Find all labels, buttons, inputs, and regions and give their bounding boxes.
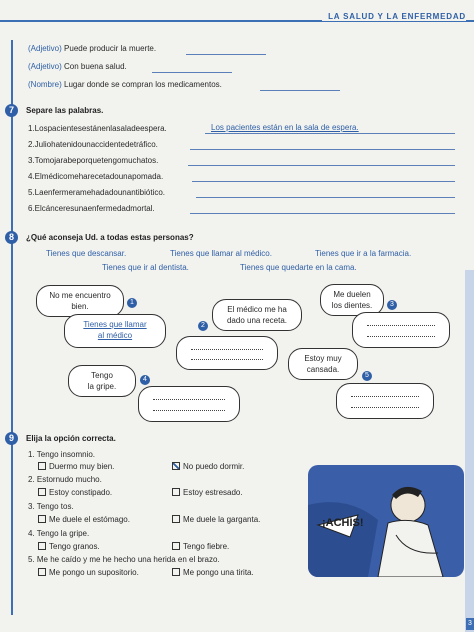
answer-blank[interactable]: [152, 72, 232, 73]
advice-option: Tienes que ir al dentista.: [102, 263, 189, 272]
section-7-title: Separe las palabras.: [26, 106, 104, 115]
question: 3. Tengo tos.: [28, 502, 74, 511]
answer-blank[interactable]: [260, 90, 340, 91]
section-9-number: 9: [5, 432, 18, 445]
checkbox[interactable]: [172, 542, 180, 550]
answer-line[interactable]: [190, 149, 455, 150]
option-b[interactable]: Me duele la garganta.: [172, 515, 260, 524]
advice-option: Tienes que llamar al médico.: [170, 249, 272, 258]
intro-item: (Adjetivo) Con buena salud.: [28, 62, 127, 71]
answer-line[interactable]: [205, 133, 455, 134]
section-8-number: 8: [5, 231, 18, 244]
intro-item: (Adjetivo) Puede producir la muerte.: [28, 44, 157, 53]
answer-blank[interactable]: [186, 54, 266, 55]
question: 5. Me he caído y me he hecho una herida en el brazo.: [28, 555, 220, 564]
question: 1. Tengo insomnio.: [28, 450, 96, 459]
option-b[interactable]: Tengo fiebre.: [172, 542, 229, 551]
checkbox[interactable]: [38, 488, 46, 496]
section-8-title: ¿Qué aconseja Ud. a todas estas personas?: [26, 233, 194, 242]
checkbox[interactable]: [172, 488, 180, 496]
intro-item: (Nombre) Lugar donde se compran los medicamentos.: [28, 80, 222, 89]
answer-bubble-1[interactable]: Tienes que llamar al médico: [64, 314, 166, 348]
bubble-number: 5: [362, 371, 372, 381]
page-number: 3: [466, 618, 474, 630]
split-item: 3.Tomojarabeporquetengomuchatos.: [28, 156, 159, 165]
right-edge-tab: [465, 270, 474, 632]
speech-bubble-2: El médico me ha dado una receta.: [212, 299, 302, 331]
option-a[interactable]: Duermo muy bien.: [38, 462, 114, 471]
option-b[interactable]: Me pongo una tirita.: [172, 568, 254, 577]
split-item: 5.Laenfermeramehadadounantibiótico.: [28, 188, 165, 197]
option-a[interactable]: Estoy constipado.: [38, 488, 112, 497]
speech-bubble-3: Me duelen los dientes.: [320, 284, 384, 316]
answer-line[interactable]: [196, 197, 455, 198]
checkbox[interactable]: [38, 542, 46, 550]
answer-line[interactable]: [190, 213, 455, 214]
page-header: [0, 0, 474, 30]
option-a[interactable]: Me duele el estómago.: [38, 515, 130, 524]
split-item: 6.Elcánceresunaenfermedadmortal.: [28, 204, 155, 213]
answer-bubble-5[interactable]: [336, 383, 434, 419]
answer-line[interactable]: [192, 181, 455, 182]
bubble-number: 1: [127, 298, 137, 308]
question: 2. Estornudo mucho.: [28, 475, 102, 484]
split-item: 4.Elmédicomeharecetadounapomada.: [28, 172, 164, 181]
split-item: 2.Juliohatenidounaccidentedetráfico.: [28, 140, 158, 149]
checkbox[interactable]: [38, 515, 46, 523]
bubble-number: 4: [140, 375, 150, 385]
checkbox[interactable]: [172, 515, 180, 523]
sneezing-illustration: [308, 465, 464, 577]
left-rail: [11, 40, 13, 615]
advice-option: Tienes que quedarte en la cama.: [240, 263, 357, 272]
bubble-number: 2: [198, 321, 208, 331]
checkbox-checked[interactable]: [172, 462, 180, 470]
answer-bubble-2[interactable]: [176, 336, 278, 370]
speech-bubble-1: No me encuentro bien.: [36, 285, 124, 317]
answer-bubble-3[interactable]: [352, 312, 450, 348]
option-a[interactable]: Me pongo un supositorio.: [38, 568, 139, 577]
header-title: LA SALUD Y LA ENFERMEDAD: [322, 12, 466, 21]
section-9-title: Elija la opción correcta.: [26, 434, 116, 443]
question: 4. Tengo la gripe.: [28, 529, 90, 538]
answer-line[interactable]: [188, 165, 455, 166]
checkbox[interactable]: [172, 568, 180, 576]
split-item: 1.Lospacientesestánenlasaladeespera.: [28, 124, 167, 133]
advice-option: Tienes que descansar.: [46, 249, 127, 258]
advice-option: Tienes que ir a la farmacia.: [315, 249, 412, 258]
bubble-number: 3: [387, 300, 397, 310]
option-b[interactable]: Estoy estresado.: [172, 488, 243, 497]
option-a[interactable]: Tengo granos.: [38, 542, 100, 551]
sneeze-text: ¡ACHÍS!: [322, 517, 364, 529]
answer-bubble-4[interactable]: [138, 386, 240, 422]
section-7-number: 7: [5, 104, 18, 117]
split-answer[interactable]: Los pacientes están en la sala de espera.: [211, 123, 359, 132]
option-b[interactable]: No puedo dormir.: [172, 462, 244, 471]
checkbox[interactable]: [38, 462, 46, 470]
checkbox[interactable]: [38, 568, 46, 576]
speech-bubble-4: Tengo la gripe.: [68, 365, 136, 397]
speech-bubble-5: Estoy muy cansada.: [288, 348, 358, 380]
